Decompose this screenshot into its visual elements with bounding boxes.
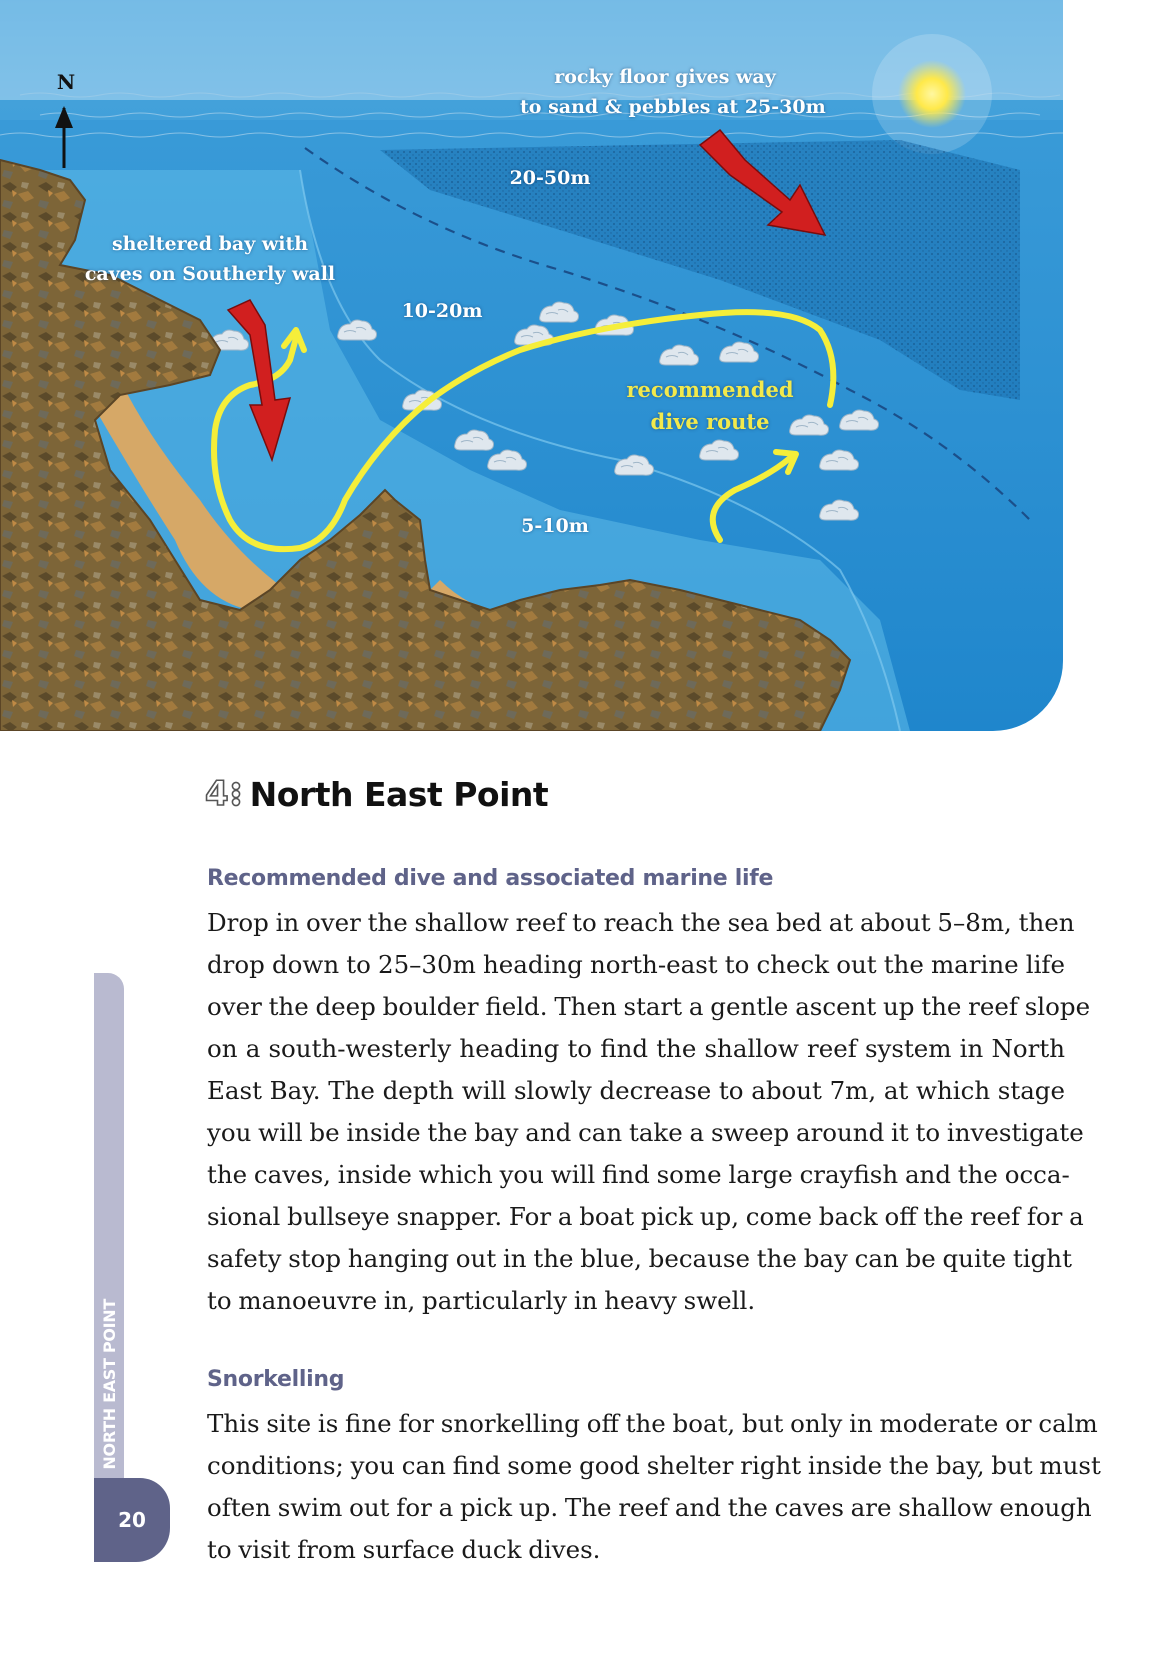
text-line: safety stop hanging out in the blue, because the bay can be quite tight [207, 1244, 1072, 1273]
dive-section-text [207, 902, 1091, 1322]
sheltered-bay-label-line-2: caves on Southerly wall [84, 263, 336, 285]
page-number: 20 [118, 1508, 146, 1532]
site-number: 4 [205, 774, 228, 814]
sheltered-bay-label-line-1: sheltered bay with [111, 233, 309, 255]
text-line: drop down to 25–30m heading north-east to check out the marine life [207, 950, 1065, 979]
text-line: on a south-westerly heading to find the shallow reef system in North [207, 1034, 1065, 1063]
diver-icon [230, 781, 242, 807]
text-line: to manoeuvre in, particularly in heavy swell. [207, 1286, 756, 1315]
recommended-route-label-line-1: recommended [626, 377, 794, 402]
text-line: This site is fine for snorkelling off the boat, but only in moderate or calm [207, 1409, 1098, 1438]
rocky-floor-label-line-1: rocky floor gives way [554, 66, 776, 88]
recommended-route-label [620, 374, 800, 438]
rocky-floor-label-line-2: to sand & pebbles at 25-30m [520, 96, 826, 118]
snorkelling-text [207, 1403, 1101, 1571]
text-line: you will be inside the bay and can take a sweep around it to investigate [207, 1118, 1084, 1147]
text-line: often swim out for a pick up. The reef and the caves are shallow enough [207, 1493, 1092, 1522]
text-line: to visit from surface duck dives. [207, 1535, 601, 1564]
text-line: Drop in over the shallow reef to reach the sea bed at about 5–8m, then [207, 908, 1075, 937]
text-line: over the deep boulder field. Then start a gentle ascent up the reef slope [207, 992, 1091, 1021]
recommended-route-label-line-2: dive route [650, 409, 770, 434]
depth-label-20-50m: 20-50m [509, 167, 591, 189]
depth-label-5-10m: 5-10m [521, 515, 589, 537]
chapter-side-label [94, 973, 124, 1488]
sheltered-bay-label [80, 229, 340, 289]
dive-site-map [0, 0, 1063, 731]
site-name: North East Point [249, 774, 549, 814]
text-line: sional bullseye snapper. For a boat pick up, come back off the reef for a [207, 1202, 1084, 1231]
page-number-tab [94, 1478, 170, 1562]
rocky-floor-label [520, 62, 826, 122]
text-line: the caves, inside which you will find some large crayfish and the occa- [207, 1160, 1070, 1189]
depth-label-10-20m: 10-20m [401, 300, 483, 322]
dive-section-heading: Recommended dive and associated marine life [207, 866, 774, 891]
chapter-side-label-text: NORTH EAST POINT [99, 1299, 119, 1470]
text-line: conditions; you can find some good shelter right inside the bay, but must [207, 1451, 1101, 1480]
compass-north-label: N [56, 70, 76, 94]
snorkelling-heading: Snorkelling [207, 1367, 345, 1392]
site-title [205, 772, 548, 816]
text-line: East Bay. The depth will slowly decrease to about 7m, at which stage [207, 1076, 1065, 1105]
